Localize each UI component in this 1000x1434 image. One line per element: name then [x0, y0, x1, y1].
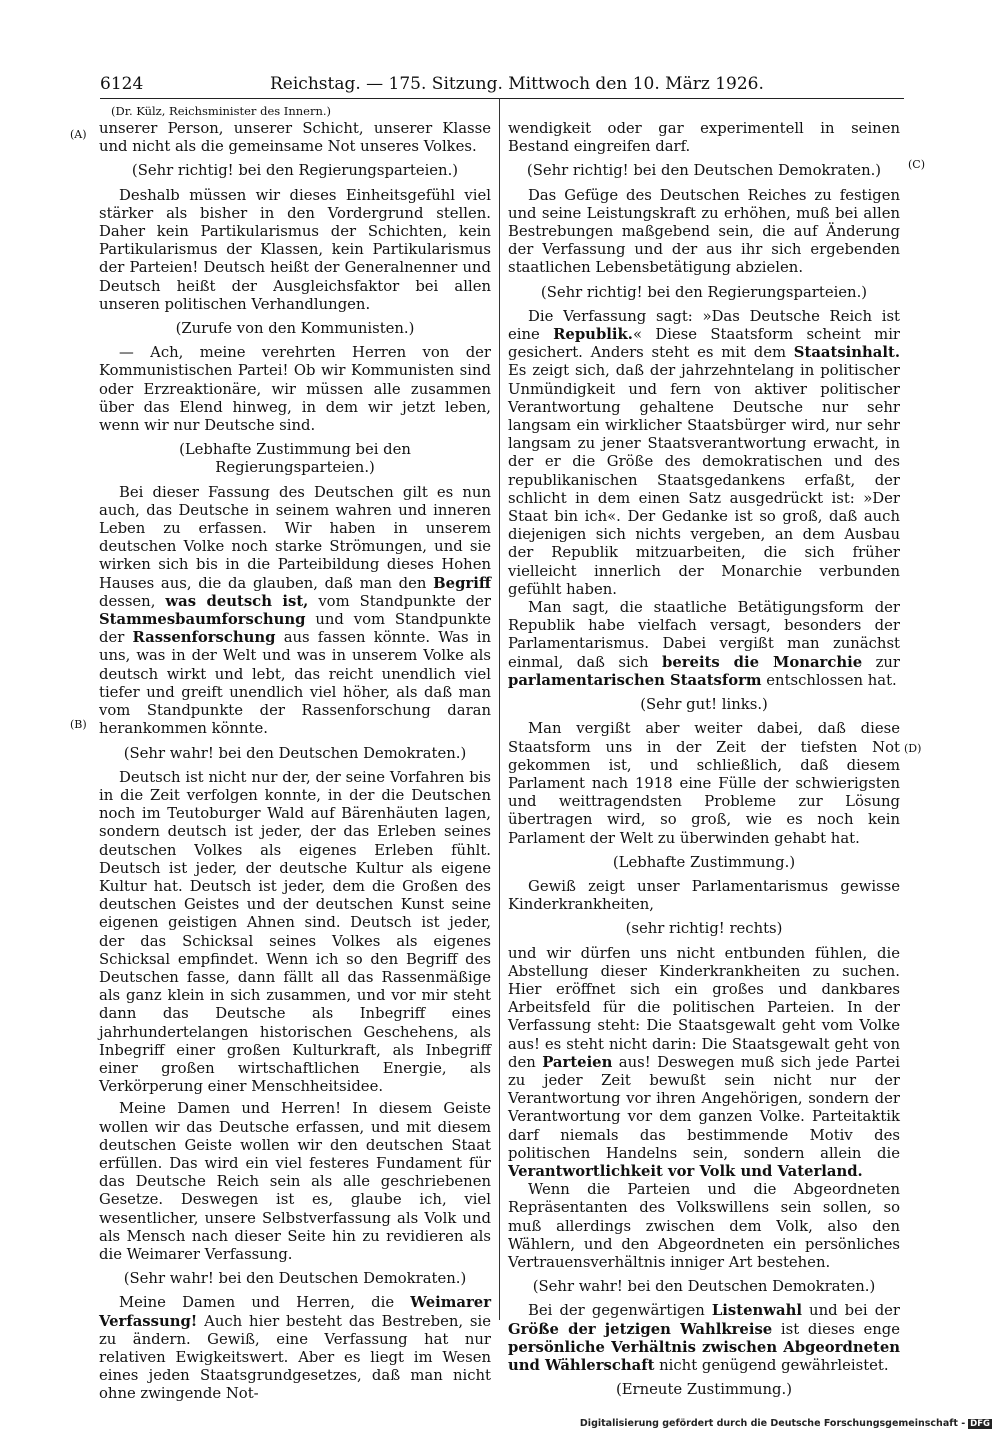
text-run: aus fassen könnte. Was in uns, was in der Welt und was in unserem Volke als deutsch wirkt und lebt, das reicht unendlich viel tiefer und greift unendlich viel höher, als daß man vom Standpunkte der Rassenforschung daran herankommen könnte. — [99, 629, 491, 738]
text-run: Bei dieser Fassung des Deutschen gilt es nun auch, das Deutsche in seinem wahren und inneren Leben zu erfassen. Wir haben in unserem deutschen Volke noch starke Strömungen, und sie wirken sich bis in die Parteibildung dieses Hohen Hauses aus, die da glauben, daß man den — [99, 483, 491, 592]
paragraph — [99, 1294, 491, 1403]
paragraph: Man vergißt aber weiter dabei, daß diese Staatsform uns in der Zeit der tiefsten Not gekommen ist, und schließlich, daß diesem Parlament nach 1918 eine Fülle der schwierigsten und weittragendsten Probleme zur Lösung übertragen wird, so groß, wie es noch kein Parlament der Welt zu überwinden gehabt hat. — [508, 720, 900, 847]
paragraph — [508, 945, 900, 1182]
text-run: entschlossen hat. — [761, 671, 897, 689]
paragraph: Gewiß zeigt unser Parlamentarismus gewisse Kinderkrankheiten, — [508, 877, 900, 914]
bold-term: Parteien — [542, 1053, 613, 1071]
text-run: « Diese Staatsform scheint mir gesichert. Anders steht es mit dem — [508, 326, 901, 362]
interjection: (sehr richtig! rechts) — [625, 920, 783, 938]
right-column — [508, 120, 900, 1405]
text-run: dessen, — [99, 592, 166, 610]
interjection: (Lebhafte Zustimmung.) — [612, 853, 796, 871]
paragraph: Wenn die Parteien und die Abgeordneten Repräsentanten des Volkswillens sein sollen, so muß allerdings zwischen dem Volk, also den Wählern, und den Abgeordneten ein persönliches Vertrauensverhältnis inniger Art bestehen. — [508, 1181, 900, 1271]
interjection: (Sehr richtig! bei den Regierungsparteien.) — [540, 283, 868, 301]
bold-term: Listenwahl — [711, 1302, 802, 1320]
paragraph: Deutsch ist nicht nur der, der seine Vorfahren bis in die Zeit verfolgen konnte, in der die Deutschen noch im Teutoburger Wald auf Bärenhäuten lagen, sondern deutsch ist jeder, der das Erleben seines deutschen Volkes als eigenes Erleben fühlt. Deutsch ist jeder, der deutsche Kultur als eigene Kultur hat. Deutsch ist jeder, dem die Großen des deutschen Geistes und der deutschen Kunst seine eigenen geistigen Ahnen sind. Deutsch ist jeder, der das Schicksal seines Volkes als eigenes Schicksal empfindet. Wenn ich so den Begriff des Deutschen fasse, dann fällt all das Rassenmäßige als ganz klein in sich zusammen, und vor mir steht dann das Deutsche als Inbegriff eines jahrhundertelangen historischen Geschehens, als Inbegriff einer großen Kulturkraft, als Inbegriff einer großen wirtschaftlichen Energie, als Verkörperung einer Menschheitsidee. — [99, 768, 491, 1096]
page-number: 6124 — [100, 74, 144, 94]
paragraph: Das Gefüge des Deutschen Reiches zu festigen und seine Leistungskraft zu erhöhen, muß bei allen Bestrebungen maßgebend sein, die auf Änderung der Verfassung und der aus ihr sich ergebenden staatlichen Lebensbetätigung abzielen. — [508, 186, 900, 277]
text-run: ist dieses enge — [772, 1320, 900, 1338]
text-run: zur — [862, 653, 900, 671]
bold-term: Weimarer Verfassung! — [99, 1294, 491, 1330]
interjection: (Erneute Zustimmung.) — [615, 1381, 793, 1399]
paragraph: Meine Damen und Herren! In diesem Geiste wollen wir das Deutsche erfassen, und mit diesem deutschen Geiste wollen wir den deutschen Staat erfüllen. Das wird ein viel festeres Fundament für das Deutsche Reich sein als alle geschriebenen Gesetze. Deswegen ist es, glaube ich, viel wesentlicher, unsere Selbstverfassung als Volk und als Mensch nach dieser Seite hin zu revidieren als die Weimarer Verfassung. — [99, 1100, 491, 1263]
paragraph: wendigkeit oder gar experimentell in seinen Bestand eingreifen darf. — [508, 120, 900, 156]
running-title: Reichstag. — 175. Sitzung. Mittwoch den 10. März 1926. — [270, 74, 764, 94]
text-run: Die Verfassung sagt: »Das Deutsche Reich ist eine — [508, 307, 900, 344]
paragraph — [508, 308, 900, 599]
bold-term: Verantwortlichkeit vor Volk und Vaterland. — [508, 1162, 863, 1180]
page-header — [100, 74, 904, 98]
paragraph — [99, 484, 491, 739]
margin-marker-b: (B) — [70, 718, 87, 731]
interjection: (Sehr wahr! bei den Deutschen Demokraten.) — [123, 1270, 467, 1288]
interjection: (Sehr richtig! bei den Deutschen Demokraten.) — [526, 162, 882, 180]
text-run: und wir dürfen uns nicht entbunden fühlen, die Abstellung dieser Kinderkrankheiten zu suchen. Hier eröffnet sich ein großes und dankbares Arbeitsfeld für die politischen Parteien. In der Verfassung steht: Die Staatsgewalt geht vom Volke aus! es steht nicht darin: Die Staatsgewalt geht von den — [508, 944, 900, 1071]
credit-text: Digitalisierung gefördert durch die Deutsche Forschungsgemeinschaft - — [579, 1418, 966, 1429]
text-run: und vom Standpunkte der — [99, 611, 491, 647]
left-column — [99, 120, 491, 1404]
speaker-note: (Dr. Külz, Reichsminister des Innern.) — [111, 104, 332, 118]
bold-term: persönliche Verhältnis zwischen Abgeordneten und Wählerschaft — [508, 1338, 900, 1374]
margin-marker-a: (A) — [70, 128, 87, 141]
bold-term: Größe der jetzigen Wahlkreise — [508, 1320, 773, 1338]
text-run: nicht genügend gewährleistet. — [654, 1357, 889, 1374]
interjection: (Sehr wahr! bei den Deutschen Demokraten.) — [123, 744, 467, 762]
interjection: (Sehr gut! links.) — [640, 696, 768, 714]
bold-term: Stammesbaumforschung — [99, 611, 306, 629]
paragraph: — Ach, meine verehrten Herren von der Kommunistischen Partei! Ob wir Kommunisten sind oder Erzreaktionäre, wir müssen alle zusammen über das Elend hinweg, in dem wir jetzt leben, wenn wir nur Deutsche sind. — [99, 344, 491, 435]
bold-term: bereits die Monarchie — [662, 653, 863, 671]
paragraph — [508, 1302, 900, 1375]
bold-term: parlamentarischen Staatsform — [508, 671, 762, 689]
text-run: vom Standpunkte der — [308, 592, 491, 610]
bold-term: was deutsch ist, — [165, 592, 309, 610]
column-divider — [499, 98, 500, 1320]
digitization-credit — [580, 1418, 992, 1429]
bold-term: Rassenforschung — [132, 629, 276, 647]
text-run: Es zeigt sich, daß der jahrzehntelang in politischer Unmündigkeit und fern von aktiver politischer Verantwortung gehaltene Deutsche nur sehr langsam ein wirklicher Staatsbürger wird, nur sehr langsam zu jener Staatsverantwortung erwacht, in der er die Größe des demokratischen und des republikanischen Staatsgedankens erfaßt, der schlicht in dem einen Satz ausgedrückt ist: »Der Staat bin ich«. Der Gedanke ist so groß, daß auch diejenigen sich nichts vergeben, an dem Ausbau der Republik mitzuarbeiten, die sich früher vielleicht innerlich der Monarchie verbunden gefühlt haben. — [508, 362, 900, 598]
interjection: (Zurufe von den Kommunisten.) — [175, 320, 415, 338]
text-run: und bei der — [801, 1302, 900, 1320]
margin-marker-d: (D) — [904, 742, 922, 755]
text-run: Meine Damen und Herren, die — [119, 1294, 411, 1312]
paragraph: Deshalb müssen wir dieses Einheitsgefühl viel stärker als bisher in den Vordergrund stellen. Daher kein Partikularismus der Schichten, kein Partikularismus der Klassen, kein Partikularismus der Parteien! Deutsch heißt der Generalnenner und Deutsch heißt der Ausgleichsfaktor bei allen unseren politischen Verhandlungen. — [99, 186, 491, 313]
interjection: (Sehr wahr! bei den Deutschen Demokraten.) — [532, 1278, 876, 1296]
bold-term: Begriff — [433, 574, 491, 592]
interjection: (Lebhafte Zustimmung bei den Regierungsparteien.) — [179, 441, 411, 477]
interjection: (Sehr richtig! bei den Regierungsparteien.) — [131, 162, 459, 180]
dfg-logo: DFG — [970, 1419, 990, 1429]
text-run: Auch hier besteht das Bestreben, sie zu ändern. Gewiß, eine Verfassung hat nur relativen Ewigkeitswert. Aber es liegt im Wesen eines jeden Staatsgrundgesetzes, daß man nicht ohne zwingende Not- — [99, 1312, 491, 1403]
text-run: Man sagt, die staatliche Betätigungsform der Republik habe vielfach versagt, besonders der Parlamentarismus. Dabei vergißt man zunächst einmal, daß sich — [508, 599, 900, 671]
bold-term: Staatsinhalt. — [793, 344, 900, 362]
paragraph — [508, 599, 900, 690]
margin-marker-c: (C) — [908, 158, 925, 171]
bold-term: Republik. — [553, 326, 633, 344]
text-run: Bei der gegenwärtigen — [528, 1302, 712, 1320]
paragraph: unserer Person, unserer Schicht, unserer Klasse und nicht als die gemeinsame Not unseres Volkes. — [99, 120, 491, 156]
text-run: aus! Deswegen muß sich jede Partei zu jeder Zeit bewußt sein nicht nur der Verantwortung vor ihren Angehörigen, sondern der Verantwortung vor dem ganzen Volke. Parteitaktik darf niemals das bestimmende Motiv des politischen Handelns sein, sondern allein die — [508, 1053, 901, 1162]
header-rule — [100, 98, 904, 99]
